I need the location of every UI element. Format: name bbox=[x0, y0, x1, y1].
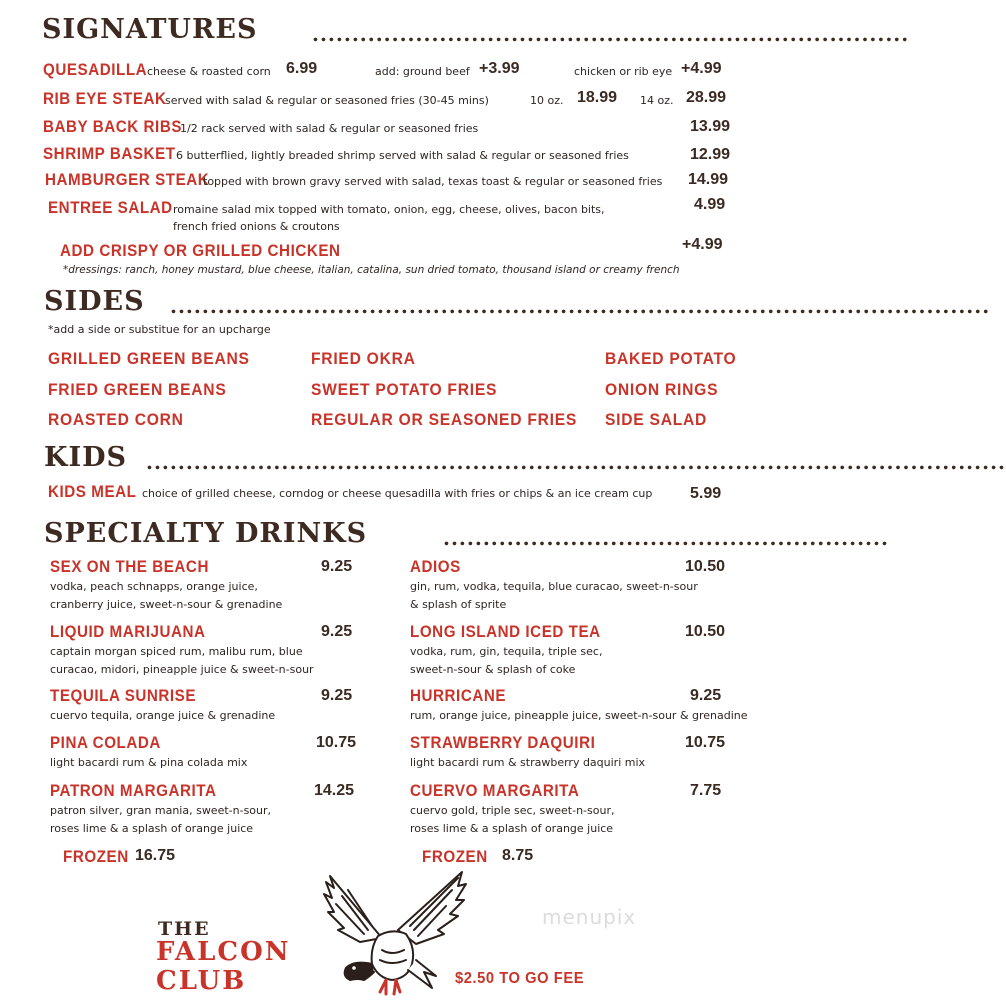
side-item: REGULAR OR SEASONED FRIES bbox=[311, 410, 578, 429]
item-ribeye-size2: 14 oz. bbox=[640, 94, 674, 107]
item-salad-name: ENTREE SALAD bbox=[48, 199, 173, 217]
side-item: GRILLED GREEN BEANS bbox=[48, 349, 250, 368]
dressings-note: *dressings: ranch, honey mustard, blue cheese, italian, catalina, sun dried tomato, thousand island or creamy french bbox=[63, 264, 680, 276]
item-kids-price: 5.99 bbox=[690, 485, 722, 502]
side-item: FRIED OKRA bbox=[311, 349, 416, 368]
section-title-kids: KIDS bbox=[44, 442, 128, 473]
drink-patron-desc1: patron silver, gran mania, sweet-n-sour, bbox=[50, 804, 272, 817]
drink-longisland-desc2: sweet-n-sour & splash of coke bbox=[410, 663, 576, 676]
falcon-icon bbox=[320, 868, 470, 998]
drink-cuervo-price: 7.75 bbox=[690, 782, 722, 799]
item-hamburger-name: HAMBURGER STEAK bbox=[45, 171, 210, 189]
section-title-drinks: SPECIALTY DRINKS bbox=[44, 518, 368, 549]
side-item: SWEET POTATO FRIES bbox=[311, 380, 498, 399]
item-shrimp-price: 12.99 bbox=[690, 146, 731, 163]
item-quesadilla-addon2-price: +4.99 bbox=[681, 60, 722, 77]
drink-frozen1-price: 16.75 bbox=[135, 847, 176, 864]
drink-adios-price: 10.50 bbox=[685, 558, 726, 575]
side-item: FRIED GREEN BEANS bbox=[48, 380, 227, 399]
item-ribs-desc: 1/2 rack served with salad & regular or seasoned fries bbox=[180, 122, 479, 135]
side-item: SIDE SALAD bbox=[605, 410, 708, 429]
item-ribeye-price2: 28.99 bbox=[686, 89, 727, 106]
dotted-leader: ........................................................ bbox=[443, 526, 889, 550]
drink-liquid-price: 9.25 bbox=[321, 623, 353, 640]
side-item: BAKED POTATO bbox=[605, 349, 737, 368]
drink-patron-price: 14.25 bbox=[314, 782, 355, 799]
item-ribs-name: BABY BACK RIBS bbox=[43, 118, 183, 136]
item-ribeye-name: RIB EYE STEAK bbox=[43, 90, 167, 108]
togo-fee: $2.50 TO GO FEE bbox=[455, 970, 585, 987]
item-hamburger-desc: topped with brown gravy served with salad, texas toast & regular or seasoned fries bbox=[203, 175, 663, 188]
drink-sunrise-desc1: cuervo tequila, orange juice & grenadine bbox=[50, 709, 276, 722]
drink-patron-desc2: roses lime & a splash of orange juice bbox=[50, 822, 254, 835]
drink-sex-name: SEX ON THE BEACH bbox=[50, 558, 209, 576]
drink-frozen2-label: FROZEN bbox=[422, 848, 488, 866]
drink-sex-desc2: cranberry juice, sweet-n-sour & grenadine bbox=[50, 598, 283, 611]
drink-pina-price: 10.75 bbox=[316, 734, 357, 751]
section-title-sides: SIDES bbox=[44, 286, 145, 317]
logo-the: THE bbox=[158, 918, 211, 940]
item-ribs-price: 13.99 bbox=[690, 118, 731, 135]
logo-falcon: FALCON bbox=[156, 937, 291, 967]
drink-daquiri-price: 10.75 bbox=[685, 734, 726, 751]
drink-hurricane-price: 9.25 bbox=[690, 687, 722, 704]
section-title-signatures: SIGNATURES bbox=[42, 14, 258, 45]
drink-sunrise-name: TEQUILA SUNRISE bbox=[50, 687, 197, 705]
drink-cuervo-desc2: roses lime & a splash of orange juice bbox=[410, 822, 614, 835]
drink-frozen2-price: 8.75 bbox=[502, 847, 534, 864]
drink-liquid-desc2: curacao, midori, pineapple juice & sweet-n-sour bbox=[50, 663, 314, 676]
item-kids-desc: choice of grilled cheese, corndog or cheese quesadilla with fries or chips & an ice cream cup bbox=[142, 487, 653, 500]
item-quesadilla-addon2: chicken or rib eye bbox=[574, 65, 673, 78]
drink-sex-desc1: vodka, peach schnapps, orange juice, bbox=[50, 580, 258, 593]
item-quesadilla-desc: cheese & roasted corn bbox=[147, 65, 271, 78]
logo-club: CLUB bbox=[156, 966, 247, 996]
drink-frozen1-label: FROZEN bbox=[63, 848, 129, 866]
drink-cuervo-name: CUERVO MARGARITA bbox=[410, 782, 580, 800]
item-ribeye-price1: 18.99 bbox=[577, 89, 618, 106]
item-shrimp-desc: 6 butterflied, lightly breaded shrimp served with salad & regular or seasoned fries bbox=[176, 149, 629, 162]
dotted-leader: ........................................................................... bbox=[312, 22, 910, 46]
drink-hurricane-name: HURRICANE bbox=[410, 687, 507, 705]
item-quesadilla-addon1: add: ground beef bbox=[375, 65, 470, 78]
drink-pina-desc1: light bacardi rum & pina colada mix bbox=[50, 756, 248, 769]
drink-patron-name: PATRON MARGARITA bbox=[50, 782, 217, 800]
dotted-leader: ............................................................................................................ bbox=[146, 450, 1006, 474]
drink-daquiri-desc1: light bacardi rum & strawberry daquiri mix bbox=[410, 756, 646, 769]
sides-note: *add a side or substitue for an upcharge bbox=[48, 323, 271, 336]
drink-cuervo-desc1: cuervo gold, triple sec, sweet-n-sour, bbox=[410, 804, 615, 817]
item-salad-desc1: romaine salad mix topped with tomato, onion, egg, cheese, olives, bacon bits, bbox=[173, 203, 605, 216]
drink-longisland-price: 10.50 bbox=[685, 623, 726, 640]
drink-adios-name: ADIOS bbox=[410, 558, 461, 576]
side-item: ONION RINGS bbox=[605, 380, 719, 399]
item-salad-desc2: french fried onions & croutons bbox=[173, 220, 340, 233]
drink-liquid-name: LIQUID MARIJUANA bbox=[50, 623, 206, 641]
item-chicken-name: ADD CRISPY OR GRILLED CHICKEN bbox=[60, 242, 341, 260]
item-shrimp-name: SHRIMP BASKET bbox=[43, 145, 176, 163]
drink-hurricane-desc1: rum, orange juice, pineapple juice, sweet-n-sour & grenadine bbox=[410, 709, 748, 722]
item-quesadilla-price: 6.99 bbox=[286, 60, 318, 77]
dotted-leader: ....................................................................................................... bbox=[170, 294, 991, 318]
item-salad-price: 4.99 bbox=[694, 196, 726, 213]
drink-longisland-name: LONG ISLAND ICED TEA bbox=[410, 623, 601, 641]
side-item: ROASTED CORN bbox=[48, 410, 184, 429]
watermark-text: menupix bbox=[542, 905, 637, 929]
drink-longisland-desc1: vodka, rum, gin, tequila, triple sec, bbox=[410, 645, 603, 658]
drink-liquid-desc1: captain morgan spiced rum, malibu rum, blue bbox=[50, 645, 303, 658]
item-quesadilla-name: QUESADILLA bbox=[43, 61, 148, 79]
drink-adios-desc2: & splash of sprite bbox=[410, 598, 507, 611]
drink-sunrise-price: 9.25 bbox=[321, 687, 353, 704]
item-ribeye-desc: served with salad & regular or seasoned fries (30-45 mins) bbox=[165, 94, 489, 107]
item-quesadilla-addon1-price: +3.99 bbox=[479, 60, 520, 77]
drink-adios-desc1: gin, rum, vodka, tequila, blue curacao, sweet-n-sour bbox=[410, 580, 698, 593]
drink-daquiri-name: STRAWBERRY DAQUIRI bbox=[410, 734, 596, 752]
drink-sex-price: 9.25 bbox=[321, 558, 353, 575]
item-chicken-price: +4.99 bbox=[682, 236, 723, 253]
drink-pina-name: PINA COLADA bbox=[50, 734, 161, 752]
item-hamburger-price: 14.99 bbox=[688, 171, 729, 188]
item-kids-name: KIDS MEAL bbox=[48, 483, 137, 501]
item-ribeye-size1: 10 oz. bbox=[530, 94, 564, 107]
